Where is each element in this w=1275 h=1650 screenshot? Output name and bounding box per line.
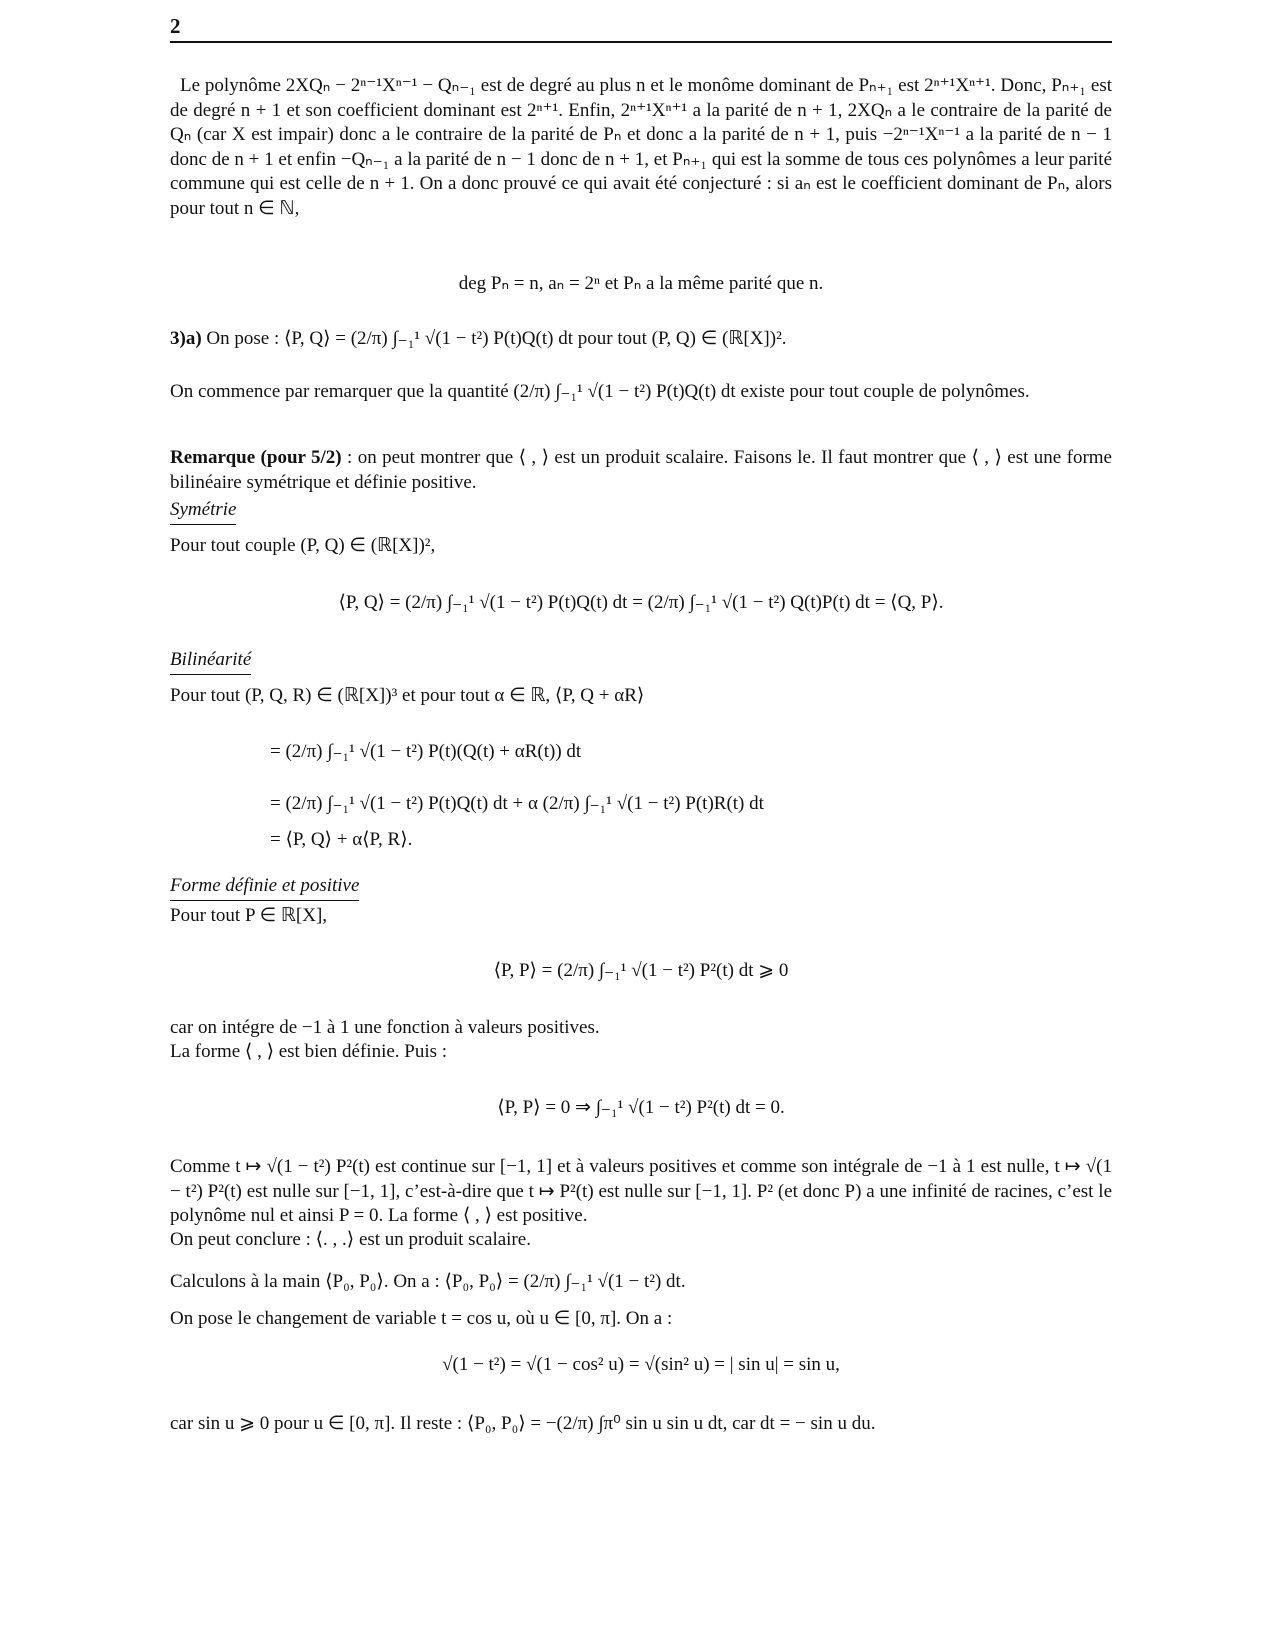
paragraph-change-variable: On pose le changement de variable t = cos u, où u ∈ [0, π]. On a : [170,1308,673,1329]
result-statement: deg Pₙ = n, aₙ = 2ⁿ et Pₙ a la même parité que n. [458,273,824,294]
remark-label: Remarque (pour 5/2) [170,447,342,468]
paragraph-compute: Calculons à la main ⟨P₀, P₀⟩. On a : ⟨P₀, P₀⟩ = (2/π) ∫₋₁¹ √(1 − t²) dt. [170,1271,686,1292]
bilinearity-eq-line-2: = (2/π) ∫₋₁¹ √(1 − t²) P(t)Q(t) dt + α (2/π) ∫₋₁¹ √(1 − t²) P(t)R(t) dt [270,793,764,814]
definite-equation-2: ⟨P, P⟩ = 0 ⇒ ∫₋₁¹ √(1 − t²) P²(t) dt = 0. [497,1097,785,1118]
paragraph-positive: car on intégre de −1 à 1 une fonction à valeurs positives. [170,1017,600,1038]
paragraph-conclusion: On peut conclure : ⟨. , .⟩ est un produit scalaire. [170,1229,531,1250]
paragraph-parity: Le polynôme 2XQₙ − 2ⁿ⁻¹Xⁿ⁻¹ − Qₙ₋₁ est de degré au plus n et le monôme dominant de Pₙ₊₁ est 2ⁿ⁺¹Xⁿ⁺¹. Donc, Pₙ₊₁ est de degré n + 1 et son coefficient dominant est 2ⁿ⁺¹. Enfin, 2ⁿ⁺¹Xⁿ⁺¹ a la parité de n + 1, 2XQₙ a le contraire de la parité de Qₙ (car X est impair) donc a le contraire de la parité de Pₙ et donc a la parité de n + 1, puis −2ⁿ⁻¹Xⁿ⁻¹ a la parité de n − 1 donc de n + 1 et enfin −Qₙ₋₁ a la parité de n − 1 donc de n + 1, et Pₙ₊₁ qui est la somme de tous ces polynômes a leur parité commune qui est celle de n + 1. On a donc prouvé ce qui avait été conjecturé : si aₙ est le coefficient dominant de Pₙ, alors pour tout n ∈ ℕ, [170,75,1112,219]
remark [170,446,1112,495]
question-3a [170,327,1112,352]
bilinearity-heading [170,648,251,675]
symmetry-title: Symétrie [170,498,236,525]
definite-text: Pour tout P ∈ ℝ[X], [170,905,328,926]
definite-heading [170,874,359,901]
definite-equation: ⟨P, P⟩ = (2/π) ∫₋₁¹ √(1 − t²) P²(t) dt ⩾ 0 [493,960,789,981]
page-number: 2 [170,14,181,38]
paragraph-existence: On commence par remarquer que la quantité (2/π) ∫₋₁¹ √(1 − t²) P(t)Q(t) dt existe pour tout couple de polynômes. [170,381,1030,402]
symmetry-equation: ⟨P, Q⟩ = (2/π) ∫₋₁¹ √(1 − t²) P(t)Q(t) dt = (2/π) ∫₋₁¹ √(1 − t²) Q(t)P(t) dt = ⟨Q, P⟩. [338,592,944,613]
symmetry-text: Pour tout couple (P, Q) ∈ (ℝ[X])², [170,535,436,556]
question-label: 3)a) [170,328,202,349]
bilinearity-eq-line-3: = ⟨P, Q⟩ + α⟨P, R⟩. [270,829,413,850]
question-text: On pose : ⟨P, Q⟩ = (2/π) ∫₋₁¹ √(1 − t²) P(t)Q(t) dt pour tout (P, Q) ∈ (ℝ[X])². [206,328,787,349]
page-header [170,14,1112,43]
bilinearity-eq-line-1: = (2/π) ∫₋₁¹ √(1 − t²) P(t)(Q(t) + αR(t)) dt [270,741,582,762]
symmetry-heading [170,498,236,525]
bilinearity-title: Bilinéarité [170,648,251,675]
definite-title: Forme définie et positive [170,874,359,901]
paragraph-null: Comme t ↦ √(1 − t²) P²(t) est continue sur [−1, 1] et à valeurs positives et comme son intégrale de −1 à 1 est nulle, t ↦ √(1 − t²) P²(t) est nulle sur [−1, 1], c’est-à-dire que t ↦ P²(t) est nulle sur [−1, 1]. P² (et donc P) a une infinité de racines, c’est le polynôme nul et ainsi P = 0. La forme ⟨ , ⟩ est positive. [170,1156,1112,1226]
paragraph-remaining: car sin u ⩾ 0 pour u ∈ [0, π]. Il reste : ⟨P₀, P₀⟩ = −(2/π) ∫π⁰ sin u sin u dt, car dt = − sin u du. [170,1413,876,1434]
bilinearity-text: Pour tout (P, Q, R) ∈ (ℝ[X])³ et pour tout α ∈ ℝ, ⟨P, Q + αR⟩ [170,685,645,706]
paragraph-defined: La forme ⟨ , ⟩ est bien définie. Puis : [170,1041,448,1062]
substitution-equation: √(1 − t²) = √(1 − cos² u) = √(sin² u) = | sin u| = sin u, [442,1354,840,1375]
remark-text: : on peut montrer que ⟨ , ⟩ est un produit scalaire. Faisons le. Il faut montrer que ⟨ , ⟩ est une forme bilinéaire symétrique et définie positive. [170,447,1112,493]
